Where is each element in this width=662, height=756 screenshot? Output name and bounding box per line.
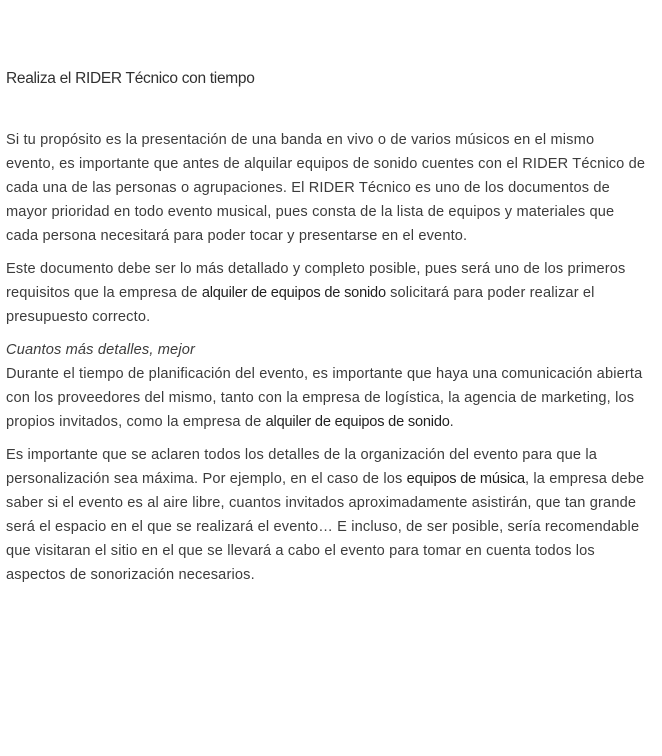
highlight-link-alquiler: alquiler de equipos de sonido — [201, 285, 386, 301]
paragraph-text-before: Este documento debe ser lo más detallado y completo posible, pues será uno de los primeros requisitos que la empresa de — [6, 261, 626, 301]
paragraph-planning — [6, 362, 646, 434]
paragraph-text-before: Es importante que se aclaren todos los detalles de la organización del evento para que la personalización sea máxima. Por ejemplo, en el caso de los — [6, 447, 597, 487]
highlight-link-alquiler: alquiler de equipos de sonido — [265, 414, 450, 430]
paragraph-rider-intro — [6, 128, 646, 248]
subheading: Cuantos más detalles, mejor — [6, 342, 195, 358]
document-body — [6, 68, 646, 596]
paragraph-text-after: solicitará para poder realizar el presupuesto correcto. — [6, 285, 595, 325]
paragraph-personalization — [6, 443, 646, 587]
section-heading: Realiza el RIDER Técnico con tiempo — [6, 70, 255, 87]
highlight-link-musica: equipos de música — [406, 471, 525, 487]
paragraph-text: Si tu propósito es la presentación de una banda en vivo o de varios músicos en el mismo evento, es importante que antes de alquilar equipos de sonido cuentes con el RIDER Técnico de cada una de las personas o agrupaciones. El RIDER Técnico es uno de los documentos de mayor prioridad en todo evento musical, pues consta de la lista de equipos y materiales que cada persona necesitará para poder tocar y presentarse en el evento. — [6, 132, 646, 244]
paragraph-text-after: . — [449, 414, 454, 430]
paragraph-text-before: Durante el tiempo de planificación del evento, es importante que haya una comunicación abierta con los proveedores del mismo, tanto con la empresa de logística, la agencia de marketing, los propios invitados, como la empresa de — [6, 366, 643, 430]
paragraph-text-after: , la empresa debe saber si el evento es al aire libre, cuantos invitados aproximadamente asistirán, que tan grande será el espacio en el que se realizará el evento… E incluso, de ser posible, sería recomendable que visitaran el sitio en el que se llevará a cabo el evento para tomar en cuenta todos los aspectos de sonorización necesarios. — [6, 471, 645, 583]
paragraph-detail — [6, 257, 646, 329]
